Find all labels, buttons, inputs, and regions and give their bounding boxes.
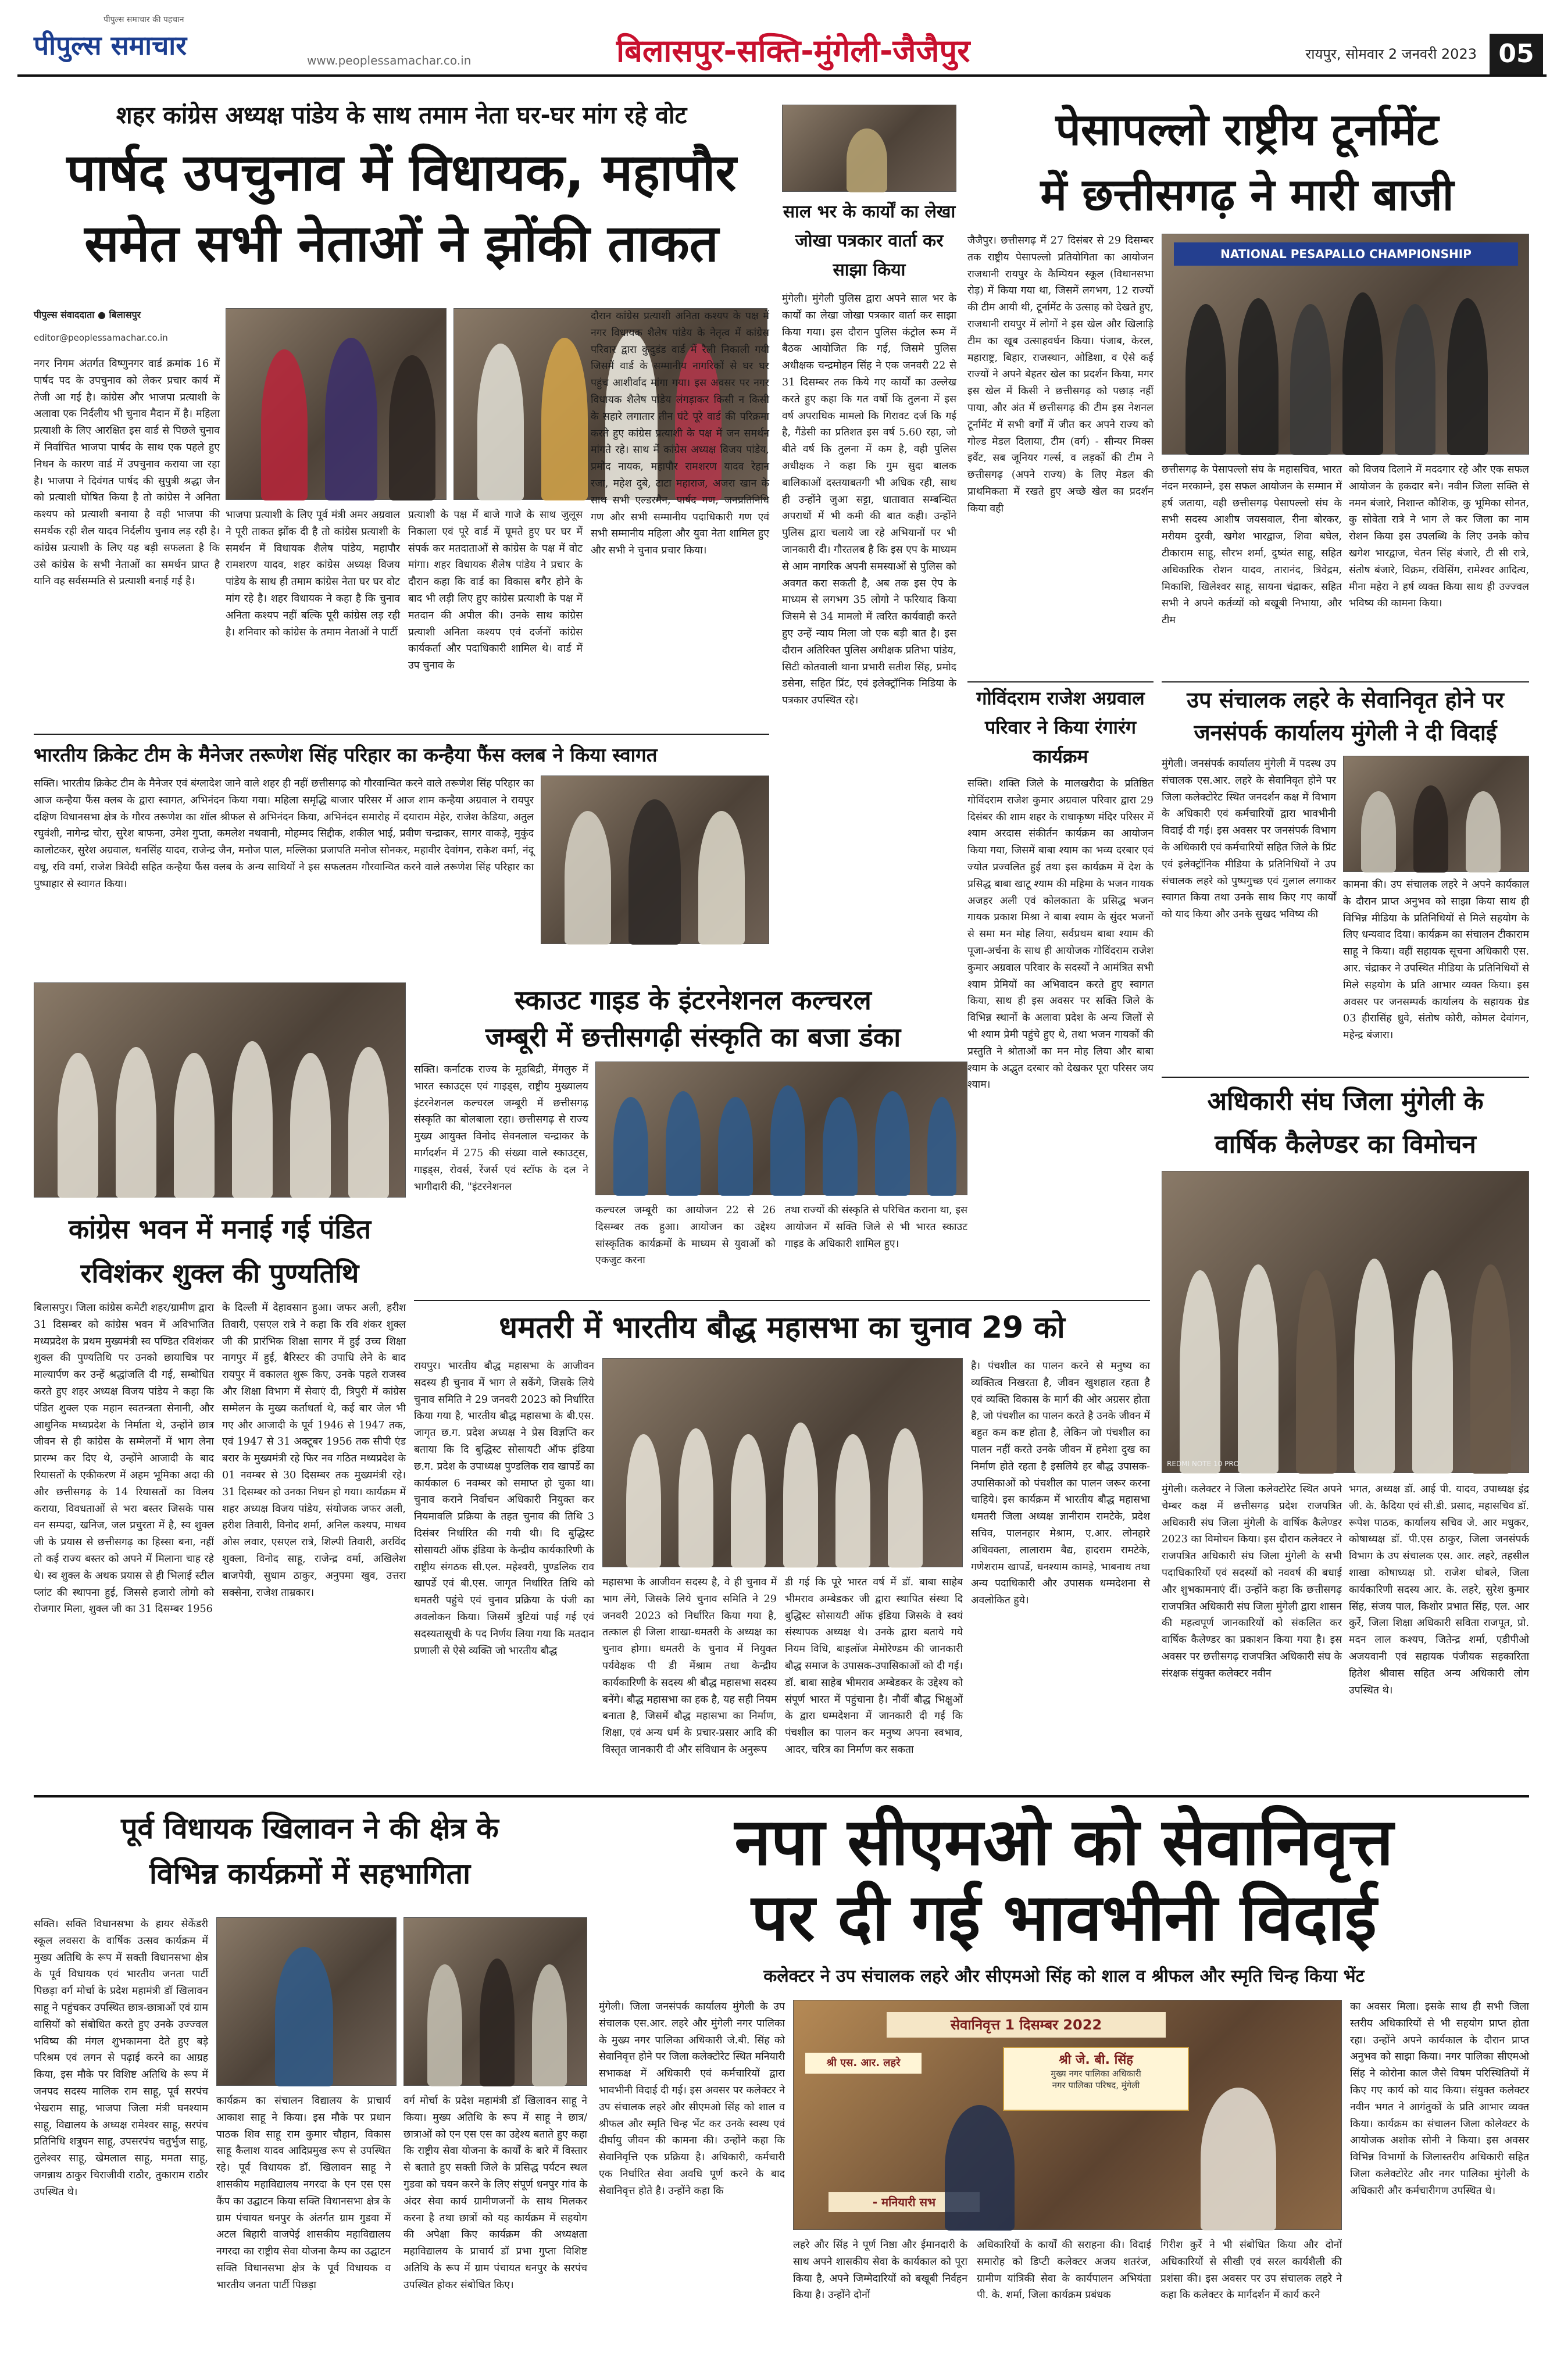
ravishankar-col2: के दिल्ली में देहावसान हुआ। जफर अली, हरीश तिवारी, एसएल रात्रे ने कहा कि रवि शंकर शुक्ल जी की प्रारंभिक शिक्षा सागर में हुई उच्च शिक्षा नागपुर में हुई, बैरिस्टर की उपाधि लेने के बाद रायपुर में वकालत शुरू किए, उनके पहले राजस्व और शिक्षा विभाग में सेवाएं दी, त्रिपुरी में कांग्रेस सम्मेलन के मुख्य कर्ताधर्ता थे, कई बार जेल भी गए और आजादी के पूर्व 1946 से 1947 तक, एवं 1947 से 31 अक्टूबर 1956 तक सीपी एंड बरार के मुख्यमंत्री रहे फिर नव गठित मध्यप्रदेश के 01 नवम्बर से 30 दिसम्बर तक मुख्यमंत्री रहे। 31 दिसम्बर को उनका निधन हो गया। कार्यक्रम में शहर अध्यक्ष विजय पांडेय, संयोजक जफर अली, हरीश तिवारी, विनोद शर्मा, अनिल कश्यप, माधव ओस लवार, एसएल रात्रे, शिल्पी तिवारी, अरविंद शुक्ला, विनोद साहू, राजेन्द्र वर्मा, अखिलेश बाजपेयी, सुधाम ठाकुर, अनुपमा खुव, उत्तरा सक्सेना, राजेश ताम्रकार। [222,1302,406,1599]
story1-headline-line2: समेत सभी नेताओं ने झोंकी ताकत [84,213,719,273]
khilawan-photo-left [216,1917,397,2086]
scout-col3: तथा राज्यों की संस्कृति से परिचित कराना था, इस आयोजन में सक्ति जिले से भी भारत स्काउट गाइड के अधिकारी शामिल हुए। [785,1205,967,1250]
baudh-col2: महासभा के आजीवन सदस्य है, वे ही चुनाव में भाग लेंगे, जिसके लिये चुनाव समिति ने 29 जनवरी 2023 को निर्धारित किया गया है, तत्काल ही जिला शाखा-धमतरी के अध्यक्ष का चुनाव होगा। धमतरी के चुनाव में नियुक्त पर्यवेक्षक पी डी मेंश्राम तथा केन्द्रीय कार्यकारिणी के सदस्य श्री बौद्ध महासभा सदस्य बनेंगे। बौद्ध महासभा का हक है, यह सही नियम बनाता है, जिसमें बौद्ध महासभा का निर्माण, शिक्षा, एवं अन्य धर्म के प्रचार-प्रसार आदि की विस्तृत जानकारी दी और संविधान के अनुरूप [602,1577,777,1756]
pesapallo-right-col1: छत्तीसगढ़ के पेसापल्लो संघ के महासचिव, भारत नंदन मरकाम्ने, इस सफल आयोजन के सम्मान में हर्ष जताया, वही छत्तीसगढ़ पेसापल्लो संघ के सभी सदस्य आशीष जयसवाल, रीना बोरकर, मरीयम दुरवी, खगेश भारद्वाज, शिवा बघेल, टीकाराम साहू, सौरभ शर्मा, दुष्यंत साहू, सहित अधिकारिक रोशन यादव, तारानंद, त्रिवेद्रम, मिकाशि, खिलेश्वर साहू, सायना चंद्राकर, सहित सभी ने अपने कर्तव्यों को बखूबी निभाया, और टीम [1162,464,1342,627]
scout-headline-line1: स्काउट गाइड के इंटरनेशनल कल्चरल [515,984,872,1016]
khilawan-headline-line2: विभिन्न कार्यक्रमों में सहभागिता [149,1857,471,1891]
pesapallo-body: जैजैपुर। छत्तीसगढ़ में 27 दिसंबर से 29 दिसम्बर तक राष्ट्रीय पेसापल्लो प्रतियोगिता का आयोजन राजधानी रायपुर के कैम्पियन स्कूल (विधानसभा रोड़) में किया गया था, जिसमें लगभग, 12 राज्यों की टीम आयी थी, टूर्नामेंट के उत्साह को देखते हुए, राजधानी रायपुर में लोगों ने इस खेल और खिलाड़ि टीम का खूब उत्साहवर्धन किया। पंजाब, केरल, महाराष्ट्र, बिहार, राजस्थान, ओडिशा, व ऐसे कई राज्यों ने अपने बेहतर खेल का प्रदर्शन किया, मगर इस खेल में किसी ने छत्तीसगढ़ को पछाड़ नहीं पाया, और अंत में छत्तीसगढ़ की टीम इस नेशनल टूर्नामेंट में सभी वर्गों में जीत कर अपने राज्य को गोल्ड मेडल दिलाया, टीम (वर्ग) - सीन्यर मिक्स इवेंट, सब जूनियर गर्ल्स, व लड़कों की टीम ने छत्तीसगढ़ (अपने राज्य) के लिए मेडल की प्राथमिकता में रखते हुए अच्छे खेल का प्रदर्शन किया वही [967,235,1154,514]
cmo-nameplate-line3: नगर पालिका परिषद, मुंगेली [1052,2080,1140,2090]
cmo-col4: गिरीश कुर्रे ने भी संबोधित किया और दोनों अधिकारियों से सीखी एवं सरल कार्यशैली की प्रशंसा की। इस अवसर पर उप संचालक लहरे ने कहा कि कलेक्टर के मार्गदर्शन में कार्य करने [1160,2239,1342,2302]
press-photo [782,105,956,192]
adhikari-photo [1162,1171,1529,1473]
bottom-section-rule [34,1795,1529,1797]
pesapallo-headline-line1: पेसापल्लो राष्ट्रीय टूर्नामेंट [1055,103,1439,155]
cmo-col5: का अवसर मिला। इसके साथ ही सभी जिला स्तरीय अधिकारियों से भी सहयोग प्राप्त होता रहा। उन्होंने अपने कार्यकाल के दौरान प्राप्त अनुभव को साझा किया। नगर पालिका सीएमओ सिंह ने कोरोना काल जैसे विषम परिस्थितियों में किए गए कार्य को याद किया। संयुक्त कलेक्टर नवीन भगत ने आगंतुकों के प्रति आभार व्यक्त किया। कार्यक्रम का संचालन जिला कोलेक्टर के आयोजक अशोक सोनी ने किया। इस अवसर विभिन्न विभागों के जिलास्तरीय अधिकारी सहित जिला कलेक्टोरेट और नगर पालिका मुंगेली के अधिकारी और कर्मचारीगण उपस्थित थे। [1350,2001,1529,2197]
press-headline: साल भर के कार्यों का लेखा जोखा पत्रकार वार्ता कर साझा किया [783,202,956,280]
adhikari-headline-line2: वार्षिक कैलेण्डर का विमोचन [1215,1130,1476,1159]
khilawan-col3: वर्ग मोर्चा के प्रदेश महामंत्री डॉ खिलावन साहू ने किया। मुख्य अतिथि के रूप में साहू ने छात्र/छात्राओं को एन एस एस का उद्देश्य बताते हुए कहा कि राष्ट्रीय सेवा योजना के कार्यों के बारे में विस्तार से बताते हुए सक्ती जिले के प्रसिद्ध पर्यटन स्थल गुडवा को चयन करने के लिए संपूर्ण धनपुर गांव के अंदर सेवा कार्य ग्रामीणजनों के साथ मिलकर करना है तथा छात्रों को यह कार्यक्रम में सहयोग की अपेक्षा किए कार्यक्रम की अध्यक्षता महाविद्यालय के प्राचार्य डॉ प्रभा गुप्ता विशिष्ट अतिथि के रूप में ग्राम पंचायत धनपुर के सरपंच उपस्थित होकर संबोधित किए। [403,2095,587,2291]
govind-headline: गोविंदराम राजेश अग्रवाल परिवार ने किया रंगारंग कार्यक्रम [976,687,1145,767]
masthead [0,0,1557,74]
lahre-col2: कामना की। उप संचालक लहरे ने अपने कार्यकाल के दौरान प्राप्त अनुभव को साझा किया साथ ही विभिन्न मीडिया के प्रतिनिधियों से मिले सहयोग के लिए धन्यवाद दिया। कार्यक्रम का संचालन टीकाराम साहू ने किया। वहीं सहायक सूचना अधिकारी एस. आर. चंद्राकर ने उपस्थित मीडिया के प्रतिनिधियों से मिले सहयोग के प्रति आभार व्यक्त किया। इस अवसर पर जनसम्पर्क कार्यालय के सहायक ग्रेड 03 हीरासिंह ध्रुवे, संतोष कोरी, कोमल देवांगन, महेन्द्र बंजारा। [1343,879,1529,1042]
lahre-top-rule [1162,681,1529,682]
story1-photo-left [226,308,447,500]
story1-email: editor@peoplessamachar.co.in [34,333,168,343]
paper-name: पीपुल्स समाचार [34,30,187,61]
cricket-headline: भारतीय क्रिकेट टीम के मैनेजर तरूणेश सिंह परिहार का कन्हैया फैंस क्लब ने किया स्वागत [34,744,658,766]
cmo-nameplate-line2: मुख्य नगर पालिका अधिकारी [1051,2068,1141,2079]
section-title: बिलासपुर-सक्ति-मुंगेली-जैजैपुर [616,33,970,69]
date-line: रायपुर, सोमवार 2 जनवरी 2023 [1305,46,1477,62]
story1-kicker: शहर कांग्रेस अध्यक्ष पांडेय के साथ तमाम नेता घर-घर मांग रहे वोट [116,101,687,129]
ravishankar-headline-line1: कांग्रेस भवन में मनाई गई पंडित [68,1213,372,1245]
pesapallo-headline-line2: में छत्तीसगढ़ ने मारी बाजी [1040,169,1454,220]
baudh-headline: धमतरी में भारतीय बौद्ध महासभा का चुनाव 29 को [499,1310,1065,1345]
ravishankar-headline-line2: रविशंकर शुक्ल की पुण्यतिथि [80,1257,359,1289]
cricket-top-rule [34,734,769,735]
baudh-col3: डी गई कि पूरे भारत वर्ष में डॉ. बाबा साहेब भीमराव अम्बेडकर जी द्वारा स्थापित संस्था दि बुद्धिस्ट सोसायटी ऑफ इंडिया जिसके वे स्वयं संस्थापक अध्यक्ष थे। उनके द्वारा बताये गये नियम विधि, बाइलॉज मेमोरेण्डम की जानकारी बौद्ध समाज के उपासक-उपासिकाओं को दी गई। डॉ. बाबा साहेब भीमराव अम्बेडकर के उद्देश्य को संपूर्ण भारत में पहुंचाना है। नौवीं बौद्ध भिक्षुओं के द्वारा धम्मदेशना में जानकारी दी गई कि पंचशील का पालन कर मनुष्य अपना स्वभाव, आदर, चरित्र का निर्माण कर सकता [785,1577,963,1756]
pesapallo-right-col2: को विजय दिलाने में मददगार रहे और एक सफल आयोजन के हकदार बने। नवीन जिला सक्ति से नमन बंजारे, निशान्त कौशिक, कु भूमिका सोनत, कु सोवेता रात्रे ने भाग ले कर जिला का नाम रोशन किया इस उपलब्धि के लिए उनके कोच खगेश भारद्वाज, चेतन सिंह बंजारे, टी सी रात्रे, संतोष बंजारे, विक्रम, रविसिंग, रामेश्वर आदित्य, मीना महेरा ने हर्ष व्यक्त किया साथ ही उज्ज्वल भविष्य की कामना किया। [1349,464,1529,610]
govind-body: सक्ति। शक्ति जिले के मालखरौदा के प्रतिष्ठित गोविंदराम राजेश कुमार अग्रवाल परिवार द्वारा 29 दिसंबर की शाम शहर के राधाकृष्ण मंदिर परिसर में श्याम अरदास संकीर्तन कार्यक्रम का आयोजन किया गया, जिसमें बाबा श्याम का भव्य दरबार एवं ज्योत प्रज्वलित हुई तथा इस कार्यक्रम में देश के प्रसिद्ध बाबा खाटू श्याम की महिमा के भजन गायक अजहर अली एवं कोलकाता के प्रसिद्ध भजन गायक प्रकाश मिश्रा ने बाबा श्याम के सुंदर भजनों से समा मन मोह लिया, सर्वप्रथम बाबा श्याम की पूजा-अर्चना के साथ ही आयोजक गोविंदराम राजेश कुमार अग्रवाल परिवार के सदस्यों ने आमंत्रित सभी श्याम प्रेमियों का अभिवादन करते हुए स्वागत किया, साथ ही इस अवसर पर सक्ति जिले के विभिन्न स्थानों के अलावा प्रदेश के अन्य जिलों से भी श्याम प्रेमी पहुंचे हुए थे, तथा भजन गायकों की प्रस्तुति ने श्रोताओं का मन मोह लिया और बाबा श्याम के अद्भुत दरबार को देखकर पूरा परिसर जय श्याम। [967,778,1154,1091]
cmo-headline-line1: नपा सीएमओ को सेवानिवृत्त [734,1804,1394,1880]
baudh-col4: है। पंचशील का पालन करने से मनुष्य का व्यक्तित्व निखरता है, जीवन खुशहाल रहता है एवं व्यक्ति विकास के मार्ग की ओर अग्रसर होता है, जो पंचशील का पालन करते है उनके जीवन में बहुत कम कष्ट होता है, लेकिन जो पंचशील का पालन नहीं करते उनके जीवन में हमेशा दुख का निर्माण होते रहता है इसलिये हर बौद्ध उपासक-उपासिकाओं को पंचशील का पालन जरूर करना चाहिये। इस कार्यक्रम में भारतीय बौद्ध महासभा धमतरी जिला अध्यक्ष ज्ञानीराम रामटेके, प्रदेश सचिव, पालनहार मेश्राम, ए.आर. लोनहारे अधिवक्ता, लालाराम बैद्य, हादराम रामटेके, गणेशराम खापर्डे, धनश्याम कामड़े, भाबनाथ तथा अन्य पदाधिकारी और उपासक धम्मदेशना से अवलोकित हुये। [971,1360,1150,1607]
pesapallo-photo [1162,234,1529,455]
lahre-headline-line1: उप संचालक लहरे के सेवानिवृत होने पर [1187,687,1504,713]
cmo-photo [793,2000,1342,2230]
baudh-photo [602,1358,963,1567]
page-number: 05 [1490,34,1543,74]
website: www.peoplessamachar.co.in [307,53,472,67]
baudh-col1: रायपुर। भारतीय बौद्ध महासभा के आजीवन सदस्य ही चुनाव में भाग ले सकेंगे, जिसके लिये चुनाव समिति ने 29 जनवरी 2023 को निर्धारित किया गया है, भारतीय बौद्ध महासभा के बी.एस. जागृत छ.ग. प्रदेश अध्यक्ष ने प्रेस विज्ञप्ति कर बताया कि दि बुद्धिस्ट सोसायटी ऑफ इंडिया छ.ग. प्रदेश के उपाध्यक्ष पुण्डलिक राव खापर्डे का कार्यकाल 6 नवम्बर को समाप्त हो चुका था। चुनाव कराने निर्वाचन अधिकारी नियुक्त कर नियमावलि प्रक्रिया के तहत चुनाव की तिथि 3 दिसंबर निर्धारित की गयी थी। दि बुद्धिस्ट सोसायटी ऑफ इंडिया के केन्द्रीय कार्यकारिणी के राष्ट्रीय संगठक सी.एल. महेश्वरी, पुण्डलिक राव खापर्डे एवं बी.एस. जागृत निर्धारित तिथि को धमतरी पहुंचे एवं चुनाव प्रक्रिया के पंजी का अवलोकन किया। जिसमें त्रुटियां पाई गई एवं सदस्यतासूची के पद निर्णय लिया गया कि मतदान प्रणाली से ऐसे व्यक्ति जो भारतीय बौद्ध [414,1360,594,1657]
cricket-body: सक्ति। भारतीय क्रिकेट टीम के मैनेजर एवं बंग्लादेश जाने वाले शहर ही नहीं छत्तीसगढ़ को गौरवान्वित करने वाले तरूणेश सिंह परिहार का आज कन्हैया फैंस क्लब के द्वारा स्वागत, अभिनंदन किया गया। महिला समृद्धि बाजार परिसर में आज शाम कन्हैया अग्रवाल ने रायपुर दक्षिण विधानसभा क्षेत्र के गौरव तरूणेश का शॉल श्रीफल से अभिनंदन किया, अभिनंदन समारोह में दयाराम मेहेर, राजेश केडिया, अतुल रघुवंशी, नागेन्द्र चोरा, सुरेश बाफना, उमेश गुप्ता, कमलेश नथवानी, मोहम्मद सिद्दीक, शकील भाई, प्रवीण चन्द्राकर, सागर वाकड़े, मुकुंद कालोटकर, सुरेश अग्रवाल, धनसिंह यादव, राजेन्द्र जैन, मनोज पाल, मल्लिका प्रजापति मनोज सोनकर, महावीर देवांगन, राकेश वर्मा, नंदू वधू, रवि वर्मा, राजेश त्रिवेदी सहित कन्हैया फैंस क्लब के अन्य साथियों ने इस सफलतम गौरवान्वित करने वाले तरूणेश सिंह परिहार का पुष्पाहार से स्वागत किया। [34,778,534,890]
khilawan-col1: सक्ति। सक्ति विधानसभा के हायर सेकेंडरी स्कूल लवसरा के वार्षिक उत्सव कार्यक्रम में मुख्य अतिथि के रूप में सक्ती विधानसभा क्षेत्र के पूर्व विधायक एवं भारतीय जनता पार्टी पिछड़ा वर्ग मोर्चा के प्रदेश महामंत्री डॉ खिलावन साहू ने पहुंचकर उपस्थित छात्र-छात्राओं एवं ग्राम वासियों को संबोधित करते हुए उनके उज्ज्वल भविष्य की मंगल शुभकामना देते हुए बड़े परिश्रम एवं लगन से पढ़ाई करने का आग्रह किया, इस मौके पर विशिष्ट अतिथि के रूप में जनपद सदस्य मालिक राम साहू, पूर्व सरपंच भेखराम साहू, भाजपा जिला मंत्री घनश्याम साहू, विद्यालय के अध्यक्ष रामेश्वर साहू, सरपंच प्रतिनिधि शत्रुघन साहू, उपसरपंच चतुर्भुज साहू, तुलेश्वर साहू, खेमलाल साहू, ममता साहू, जगन्नाथ ठाकुर चिराजीवी राठौर, तुकाराम राठौर उपस्थित थे। [34,1918,208,2198]
adhikari-headline-line1: अधिकारी संघ जिला मुंगेली के [1207,1087,1484,1116]
scout-headline-line2: जम्बूरी में छत्तीसगढ़ी संस्कृति का बजा डंका [485,1021,901,1053]
cmo-nameplate-line1: श्री जे. बी. सिंह [1059,2053,1133,2067]
cmo-banner: सेवानिवृत्त 1 दिसम्बर 2022 [887,2012,1166,2038]
pesapallo-banner: NATIONAL PESAPALLO CHAMPIONSHIP [1174,242,1518,266]
cmo-subhead: कलेक्टर ने उप संचालक लहरे और सीएमओ सिंह को शाल व श्रीफल और स्मृति चिन्ह किया भेंट [763,1966,1365,1986]
cmo-col3: अधिकारियों के कार्यों की सराहना की। विदाई समारोह को डिप्टी कलेक्टर अजय शतरंज, ग्रामीण यांत्रिकी सेवा के कार्यपालन अभियंता पी. के. शर्मा, जिला कार्यक्रम प्रबंधक [977,2239,1151,2302]
story1-col3: प्रत्याशी के पक्ष में बाजे गाजे के साथ जुलूस निकाला एवं पूरे वार्ड में घूमते हुए घर घर में संपर्क कर मतदाताओं से कांग्रेस के पक्ष में वोट मांगा। शहर विधायक शैलेष पांडेय ने प्रचार के दौरान कहा कि वार्ड का विकास बगैर होने के बाद भी लड़ी लिए हुए कांग्रेस प्रत्याशी के पक्ष में मतदान की अपील की। उनके साथ कांग्रेस प्रत्याशी अनिता कश्यप एवं दर्जनों कांग्रेस कार्यकर्ता और पदाधिकारी शामिल थे। वार्ड में उप चुनाव के [408,509,583,672]
cmo-hall-sign: - मनियारी सभ [829,2192,980,2212]
adhikari-col1: मुंगेली। कलेक्टर ने जिला कलेक्टोरेट स्थित अपने चेम्बर कक्ष में छत्तीसगढ़ प्रदेश राजपत्रित अधिकारी संघ जिला मुंगेली के वार्षिक कैलेण्डर 2023 का विमोचन किया। इस दौरान कलेक्टर ने राजपत्रित अधिकारी संघ जिला मुंगेली के सभी पदाधिकारियों एवं सदस्यों को नववर्ष की बधाई और शुभकामनाएं दीं। उन्होंने कहा कि छत्तीसगढ़ राजपत्रित अधिकारी संघ जिला मुंगेली द्वारा शासन की महत्वपूर्ण जानकारियों को संकलित कर वार्षिक कैलेण्डर का प्रकाशन किया गया है। इस अवसर पर छत्तीसगढ़ राजपत्रित अधिकारी संघ के संरक्षक संयुक्त कलेक्टर नवीन [1162,1484,1342,1679]
cmo-col2: लहरे और सिंह ने पूर्ण निष्ठा और ईमानदारी के साथ अपने शासकीय सेवा के कार्यकाल को पूरा किया है, अपने जिम्मेदारियों को बखूबी निर्वहन किया है। उन्होंने दोनों [793,2239,967,2302]
govind-top-rule [967,681,1154,682]
cmo-nameplate-singh [1003,2047,1189,2111]
story1-byline: पीपुल्स संवाददाता ● बिलासपुर [34,309,141,320]
cmo-headline-line2: पर दी गई भावभीनी विदाई [751,1880,1377,1956]
story1-headline-line1: पार्षद उपचुनाव में विधायक, महापौर [66,142,737,202]
logo-tagline: पीपुल्स समाचार की पहचान [103,15,184,24]
ravishankar-col1: बिलासपुर। जिला कांग्रेस कमेटी शहर/ग्रामीण द्वारा 31 दिसम्बर को कांग्रेस भवन में अविभाजित मध्यप्रदेश के प्रथम मुख्यमंत्री स्व पण्डित रविशंकर शुक्ल की पुण्यतिथि पर उनको छायाचित्र पर माल्यार्पण कर उन्हें श्रद्धांजलि दी गई, सम्बोधित करते हुए शहर अध्यक्ष विजय पांडेय ने कहा कि पंडित शुक्ल एक महान स्वतन्त्रता सेनानी, और आधुनिक मध्यप्रदेश के निर्माता थे, उन्होंने छात्र जीवन से ही कांग्रेस के सम्मेलनों में भाग लेना प्रारम्भ कर दिए थे, उन्होंने आजादी के बाद रियासतों के एकीकरण में अहम भूमिका अदा की और छत्तीसगढ़ के 14 रियासतों का विलय कराया, विवधताओं से भरा बस्तर जिसके पास वन सम्पदा, खनिज, जल प्रचुरता में है, स्व शुक्ल जी के प्रयास से छत्तीसगढ़ का हिस्सा बना, नहीं तो कई राज्य बस्तर को अपने में मिलाना चाह रहे थे। स्व शुक्ल के अथक प्रयास से ही भिलाई स्टील प्लांट की स्थापना हुई, जिससे हजारो लोगो को रोजगार मिला, शुक्ल जी का 31 दिसम्बर 1956 [34,1302,214,1616]
scout-left-photo [34,982,406,1198]
cmo-nameplate-lahre: श्री एस. आर. लहरे [805,2053,922,2074]
scout-col2: कल्चरल जम्बूरी का आयोजन 22 से 26 दिसम्बर तक हुआ। आयोजन का उद्देश्य सांस्कृतिक कार्यक्रमों के माध्यम से युवाओं को एकजुट करना [595,1205,776,1267]
story1-col1: नगर निगम अंतर्गत विष्णुनगर वार्ड क्रमांक 16 में पार्षद पद के उपचुनाव को लेकर प्रचार कार्य में तेजी आ गई है। कांग्रेस और भाजपा प्रत्याशी के अलावा एक निर्दलीय भी चुनाव मैदान में है। महिला प्रत्याशी के लिए आरक्षित इस वार्ड से पिछले चुनाव में निर्वाचित भाजपा पार्षद के साथ एक पहले हुए निधन के कारण वार्ड में उपचुनाव कराया जा रहा है। भाजपा ने दिवंगत पार्षद की सुपुत्री श्रद्धा जैन को प्रत्याशी घोषित किया है तो कांग्रेस ने अनिता कश्यप को प्रत्याशी बनाया है वही भाजपा की समर्थक रही शैल यादव निर्दलीय चुनाव लड़ रही है। कांग्रेस प्रत्याशी के लिए यह बड़ी सफलता है कि उसे कांग्रेस के सभी नेताओं का समर्थन प्राप्त है यानि वह सर्वसम्मति से प्रत्याशी बनाई गई है। [34,358,220,588]
adhikari-col2: भगत, अध्यक्ष डॉ. आई पी. यादव, उपाध्यक्ष इंद्र जी. के. कैदिया एवं सी.डी. प्रसाद, महासचिव डॉ. रूपेश पाठक, कार्यालय सचिव जे. आर मधुकर, कोषाध्यक्ष डॉ. पी.एस ठाकुर, जिला जनसंपर्क विभाग के उप संचालक एस. आर. लहरे, तहसील शाखा कोषाध्यक्ष प्रो. राजेश धोबले, जिला कार्यकारिणी सदस्य आर. के. लहरे, सुरेश कुमार सिंह, संजय पाल, किशोर प्रभात सिंह, एल. आर कुर्रे, जिला शिक्षा अधिकारी सविता राजपूत, प्रो. मदन लाल कश्यप, जितेन्द्र शर्मा, एडीपीओ अजयवानी एवं सहायक पंजीयक सहकारिता हितेश श्रीवास सहित अन्य अधिकारी लोग उपस्थित थे। [1349,1484,1529,1696]
lahre-col1: मुंगेली। जनसंपर्क कार्यालय मुंगेली में पदस्थ उप संचालक एस.आर. लहरे के सेवानिवृत होने पर जिला कलेक्टोरेट स्थित जनदर्शन कक्ष में विभाग के अधिकारी एवं कर्मचारियों द्वारा भावभीनी विदाई दी गई। इस अवसर पर जनसंपर्क विभाग के अधिकारी एवं कर्मचारियों सहित जिले के प्रिंट एवं इलेक्ट्रॉनिक मीडिया के प्रतिनिधियों ने उप संचालक लहरे को पुष्पगुच्छ एवं गुलाल लगाकर स्वागत किया तथा उनके साथ किए गए कार्यों को याद किया और उनके सुखद भविष्य की [1162,758,1336,921]
story1-col4: दौरान कांग्रेस प्रत्याशी अनिता कश्यप के पक्ष में नगर विधायक शैलेष पांडेय के नेतृत्व में कांग्रेस परिवार द्वारा कुदुडंड वार्ड में रैली निकाली गयी जिसमें वार्ड के सम्मानीय नागरिकों से घर घर पहुंच आशीर्वाद मांगा गया। इस अवसर पर नगर विधायक शैलेष पांडेय लंगड़ाकर किसी न किसी के सहारे लगातार तीन घंटे पूरे वार्ड की परिक्रमा करते हुए कांग्रेस प्रत्याशी के पक्ष में जन समर्थन मांगते रहे। साथ में कांग्रेस अध्यक्ष विजय पांडेय, प्रमोद नायक, महापौर रामशरण यादव रेहान रजा, महेश दुबे, टाटा महाराज, अजरा खान के साथ सभी एल्डरमैन, पार्षद गण, जनप्रतिनिधि गण और सभी सम्मानीय पदाधिकारी गण एवं सभी सम्मानीय महिला और युवा नेता शामिल हुए और सभी ने चुनाव प्रचार किया। [591,310,769,557]
baudh-top-rule [414,1300,1150,1301]
calendar-stamp: REDMI NOTE 10 PRO [1167,1460,1240,1468]
press-body: मुंगेली। मुंगेली पुलिस द्वारा अपने साल भर के कार्यों का लेखा जोखा पत्रकार वार्ता कर साझा किया गया। इस दौरान पुलिस कंट्रोल रूम में बैठक आयोजित कि गई, जिसमे पुलिस अधीक्षक चन्द्रमोहन सिंह ने एक जनवरी 22 से 31 दिसम्बर तक किये गए कार्यों का उल्लेख करते हुए कहा कि गत वर्षो कि तुलना में इस वर्ष अपराधिक मामलो कि गिरावट दर्ज कि गई है, गैंडेसी का प्रतिशत इस वर्ष 5.60 रहा, जो बीते वर्ष कि तुलना में कम है, वही पुलिस अधीक्षक ने कहा कि गुम सुदा बालक बालिकाओं दस्तयाबतगी भी अधिक रही, साथ ही उन्होंने जुआ सट्टा, धातावात सम्बन्धित अपराधों में भी कमी की बात कही। उन्होंने पुलिस द्वारा चलाये जा रहे अभियानों पर भी जानकारी दी। गौरतलब है कि इस एप के माध्यम से आम नागरिक अपनी समस्याओं से पुलिस को अवगत करा सकती है, अब तक इस ऐप के माध्यम से लगभग 35 लोगो ने फरियाद किया जिसमे से 34 मामलो में त्वरित कार्यवाही करते हुए उन्हें न्याय मिला जो एक बड़ी बात है। इस दौरान अतिरिक्त पुलिस अधीक्षक प्रतिभा पांडेय, सिटी कोतवाली थाना प्रभारी सतीश सिंह, प्रमोद डसेना, सहित प्रिंट, एवं इलेक्ट्रॉनिक मिडिया के पत्रकार उपस्थित रहे। [782,293,956,707]
scout-col1: सक्ति। कर्नाटक राज्य के मूडबिद्री, मेंगलुरु में भारत स्काउट्स एवं गाइड्स, राष्ट्रीय मुख्यालय इंटरनेशनल कल्चरल जम्बूरी में छत्तीसगढ़ संस्कृति का बोलबाला रहा। छत्तीसगढ़ से राज्य मुख्य आयुक्त विनोद सेवनलाल चन्द्राकर के मार्गदर्शन में 275 की संख्या वाले स्काउट्स, गाइड्स, रोवर्स, रेंजर्स एवं स्टॉफ के दल ने भागीदारी की, "इंटरनेशनल [414,1064,588,1193]
lahre-headline-line2: जनसंपर्क कार्यालय मुंगेली ने दी विदाई [1194,720,1497,745]
cricket-photo [541,776,769,944]
khilawan-headline-line1: पूर्व विधायक खिलावन ने की क्षेत्र के [121,1811,499,1845]
masthead-rule [17,74,1547,77]
adhikari-top-rule [1162,1077,1529,1078]
cmo-col1: मुंगेली। जिला जनसंपर्क कार्यालय मुंगेली के उप संचालक एस.आर. लहरे और मुंगेली नगर पालिका के मुख्य नगर पालिका अधिकारी जे.बी. सिंह को सेवानिवृत्त होने पर जिला कलेक्टोरेट स्थित मनियारी सभाकक्ष में अधिकारी एवं कर्मचारियों द्वारा भावभीनी विदाई दी गई। इस अवसर पर कलेक्टर ने उप संचालक लहरे और सीएमओ सिंह को शाल व श्रीफल और स्मृति चिन्ह भेंट कर उनके स्वस्थ एवं दीर्घायु जीवन की कामना की। उन्होंने कहा कि सेवानिवृत्ति एक प्रक्रिया है। अधिकारी, कर्मचारी एक निर्धारित सेवा अवधि पूर्ण करने के बाद सेवानिवृत्त होते है। उन्होंने कहा कि [599,2001,785,2197]
lahre-photo [1343,756,1529,872]
story1-col2: भाजपा प्रत्याशी के लिए पूर्व मंत्री अमर अग्रवाल ने पूरी ताकत झोंक दी है तो कांग्रेस प्रत्याशी के समर्थन में विधायक शैलेष पांडेय, महापौर रामशरण यादव, शहर कांग्रेस अध्यक्ष विजय पांडेय के साथ ही तमाम कांग्रेस नेता घर घर वोट मांग रहे है। शहर विधायक ने कहा है कि चुनाव अनिता कश्यप नहीं बल्कि पूरी कांग्रेस लड़ रही है। शनिवार को कांग्रेस के तमाम नेताओं ने पार्टी [226,509,400,638]
paper-logo [34,15,301,62]
khilawan-photo-right [403,1917,587,2086]
khilawan-col2: कार्यक्रम का संचालन विद्यालय के प्राचार्य आकाश साहू ने किया। इस मौके पर प्रधान पाठक शिव साहू राम कुमार चौहान, विकास साहू कैलाश यादव आदिप्रमुख रूप से उपस्थित रहे। पूर्व विधायक डॉ. खिलावन साहू ने शासकीय महाविद्यालय नगरदा के एन एस एस कैंप का उद्घाटन किया सक्ति विधानसभा क्षेत्र के ग्राम पंचायत धनपुर के अंतर्गत ग्राम गुडवा में अटल बिहारी वाजपेई शासकीय महाविद्यालय नगरदा का राष्ट्रीय सेवा योजना कैम्प का उद्घाटन सक्ति विधानसभा क्षेत्र के पूर्व विधायक व भारतीय जनता पार्टी पिछड़ा [216,2095,391,2291]
scout-right-photo [595,1062,967,1195]
